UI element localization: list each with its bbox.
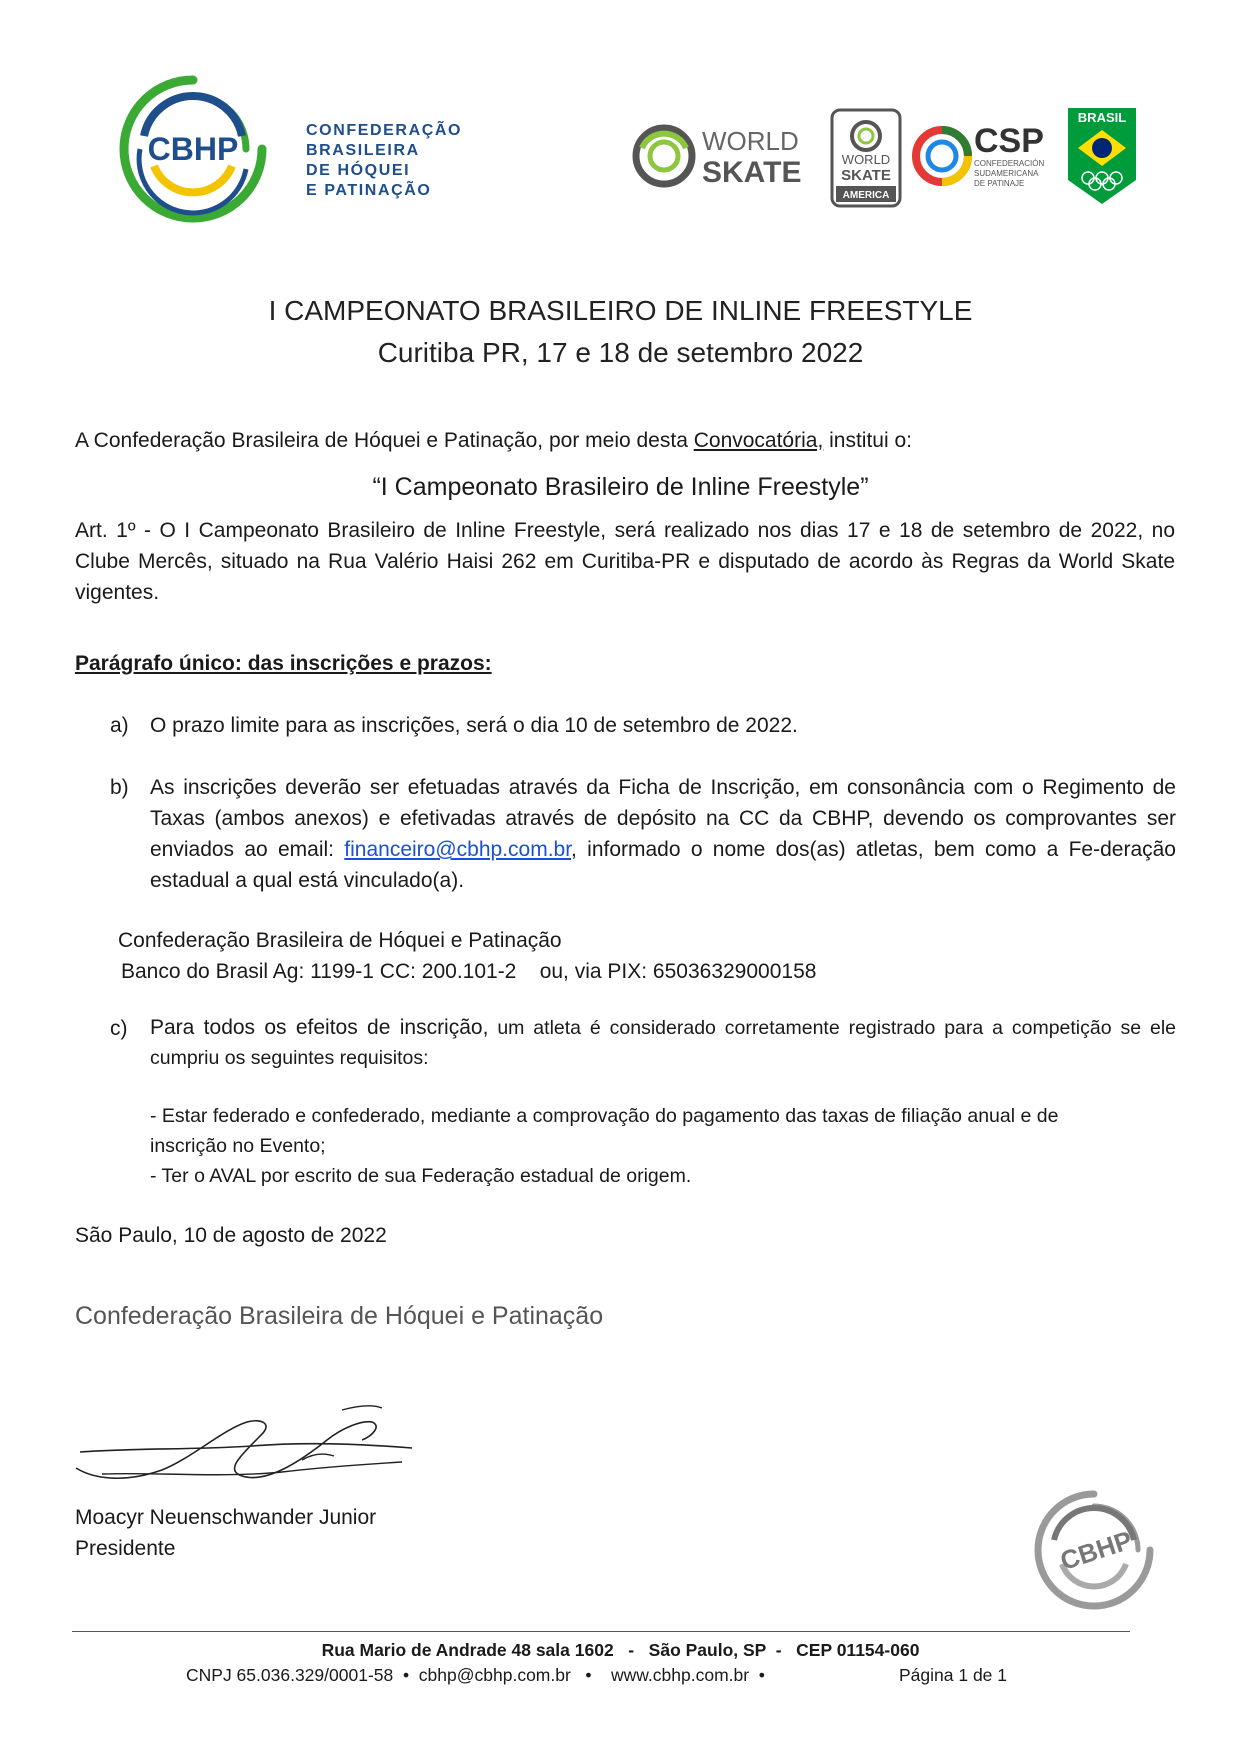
list-marker: a) — [110, 714, 129, 737]
wsa-text: SKATE — [841, 167, 891, 184]
footer-divider — [72, 1631, 1130, 1632]
intro-paragraph — [75, 425, 1175, 456]
signer-name: Moacyr Neuenschwander Junior — [75, 1506, 377, 1529]
org-name-line: DE HÓQUEI — [306, 162, 411, 179]
cbhp-seal — [1032, 1488, 1157, 1613]
list-item-text: O prazo limite para as inscrições, será o dia 10 de setembro de 2022. — [150, 714, 798, 737]
signature-organization: Confederação Brasileira de Hóquei e Patinação — [75, 1302, 604, 1330]
partner-logos — [632, 108, 1142, 208]
title-line-2: Curitiba PR, 17 e 18 de setembro 2022 — [377, 337, 864, 368]
intro-text: A Confederação Brasileira de Hóquei e Patinação, por meio desta — [75, 429, 694, 452]
email-link[interactable]: financeiro@cbhp.com.br — [344, 838, 572, 861]
list-item-text — [150, 772, 1176, 896]
handwritten-signature — [72, 1400, 422, 1500]
place-date: São Paulo, 10 de agosto de 2022 — [75, 1224, 387, 1247]
world-skate-america-logo — [832, 110, 900, 206]
wsa-text: AMERICA — [842, 190, 890, 201]
list-item-b — [110, 772, 1176, 896]
item-b-text: As inscrições deverão ser efetuadas através da Ficha de Inscrição, em consonância com o Regimento de Taxas (ambos anexos) e efetivadas através de depósito na CC da CBHP, devendo os comprovantes ser enviados ao email: — [150, 776, 1176, 861]
item-c-lead: Para todos os efeitos de inscrição, — [150, 1016, 489, 1039]
brasil-text: BRASIL — [1077, 110, 1127, 125]
list-marker: c) — [110, 1017, 128, 1040]
world-skate-text: WORLD — [702, 126, 799, 156]
list-item-a — [110, 710, 1176, 741]
list-marker: b) — [110, 776, 129, 799]
document-title — [0, 290, 1241, 374]
footer-contacts — [186, 1662, 1008, 1688]
cbhp-org-name — [306, 121, 462, 201]
csp-subtext: CONFEDERACIÓN — [974, 159, 1045, 168]
csp-subtext: SUDAMERICANA — [974, 169, 1039, 178]
seal-text: CBHP — [1056, 1524, 1136, 1576]
item-c-rest: um atleta é considerado corretamente registrado para a competição se ele cumpriu os seguintes requisitos: — [150, 1017, 1176, 1069]
title-line-1: I CAMPEONATO BRASILEIRO DE INLINE FREESTYLE — [268, 295, 973, 326]
requirement-2: - Ter o AVAL por escrito de sua Federação estadual de origem. — [150, 1165, 692, 1187]
footer-address: Rua Mario de Andrade 48 sala 1602 - São Paulo, SP - CEP 01154-060 — [321, 1640, 920, 1660]
bank-holder: Confederação Brasileira de Hóquei e Patinação — [118, 929, 562, 952]
bank-details: Banco do Brasil Ag: 1199-1 CC: 200.101-2 ou, via PIX: 65036329000158 — [121, 960, 817, 983]
page-number: Página 1 de 1 — [899, 1665, 1008, 1685]
csp-logo — [916, 122, 1044, 188]
csp-subtext: DE PATINAJE — [974, 179, 1025, 188]
world-skate-text: SKATE — [702, 156, 802, 189]
wsa-text: WORLD — [841, 152, 891, 167]
intro-text-end: institui o: — [823, 429, 913, 452]
org-name-line: CONFEDERAÇÃO — [306, 122, 463, 139]
convocatoria-term: Convocatória, — [693, 429, 824, 452]
signer-role: Presidente — [75, 1537, 176, 1560]
cbhp-logo-text: CBHP — [147, 131, 239, 167]
world-skate-logo — [636, 126, 801, 189]
footer-contact-text: CNPJ 65.036.329/0001-58 • cbhp@cbhp.com.br • www.cbhp.com.br • — [186, 1665, 765, 1685]
paragraph-heading: Parágrafo único: das inscrições e prazos: — [75, 652, 492, 675]
list-item-c — [110, 1013, 1176, 1073]
article-1: Art. 1º - O I Campeonato Brasileiro de Inline Freestyle, será realizado nos dias 17 e 18 de setembro de 2022, no Clube Mercês, situado na Rua Valério Haisi 262 em Curitiba-PR e disputado de acordo às Regras da World Skate vigentes. — [75, 519, 1175, 604]
org-name-line: BRASILEIRA — [306, 142, 420, 159]
requirement-1: - Estar federado e confederado, mediante a comprovação do pagamento das taxas de filiação anual e de inscrição no Evento; — [150, 1105, 1059, 1157]
event-name-quote: “I Campeonato Brasileiro de Inline Freestyle” — [372, 473, 869, 501]
csp-text: CSP — [974, 122, 1044, 160]
org-name-line: E PATINAÇÃO — [306, 182, 432, 199]
item-b-text-end: , informado o nome dos(as) atletas, bem como a Fe-deração estadual a qual está vinculado(a). — [150, 838, 1176, 892]
cbhp-logo — [118, 74, 268, 224]
brasil-olympic-logo — [1068, 108, 1136, 204]
list-item-text — [150, 1013, 1176, 1073]
